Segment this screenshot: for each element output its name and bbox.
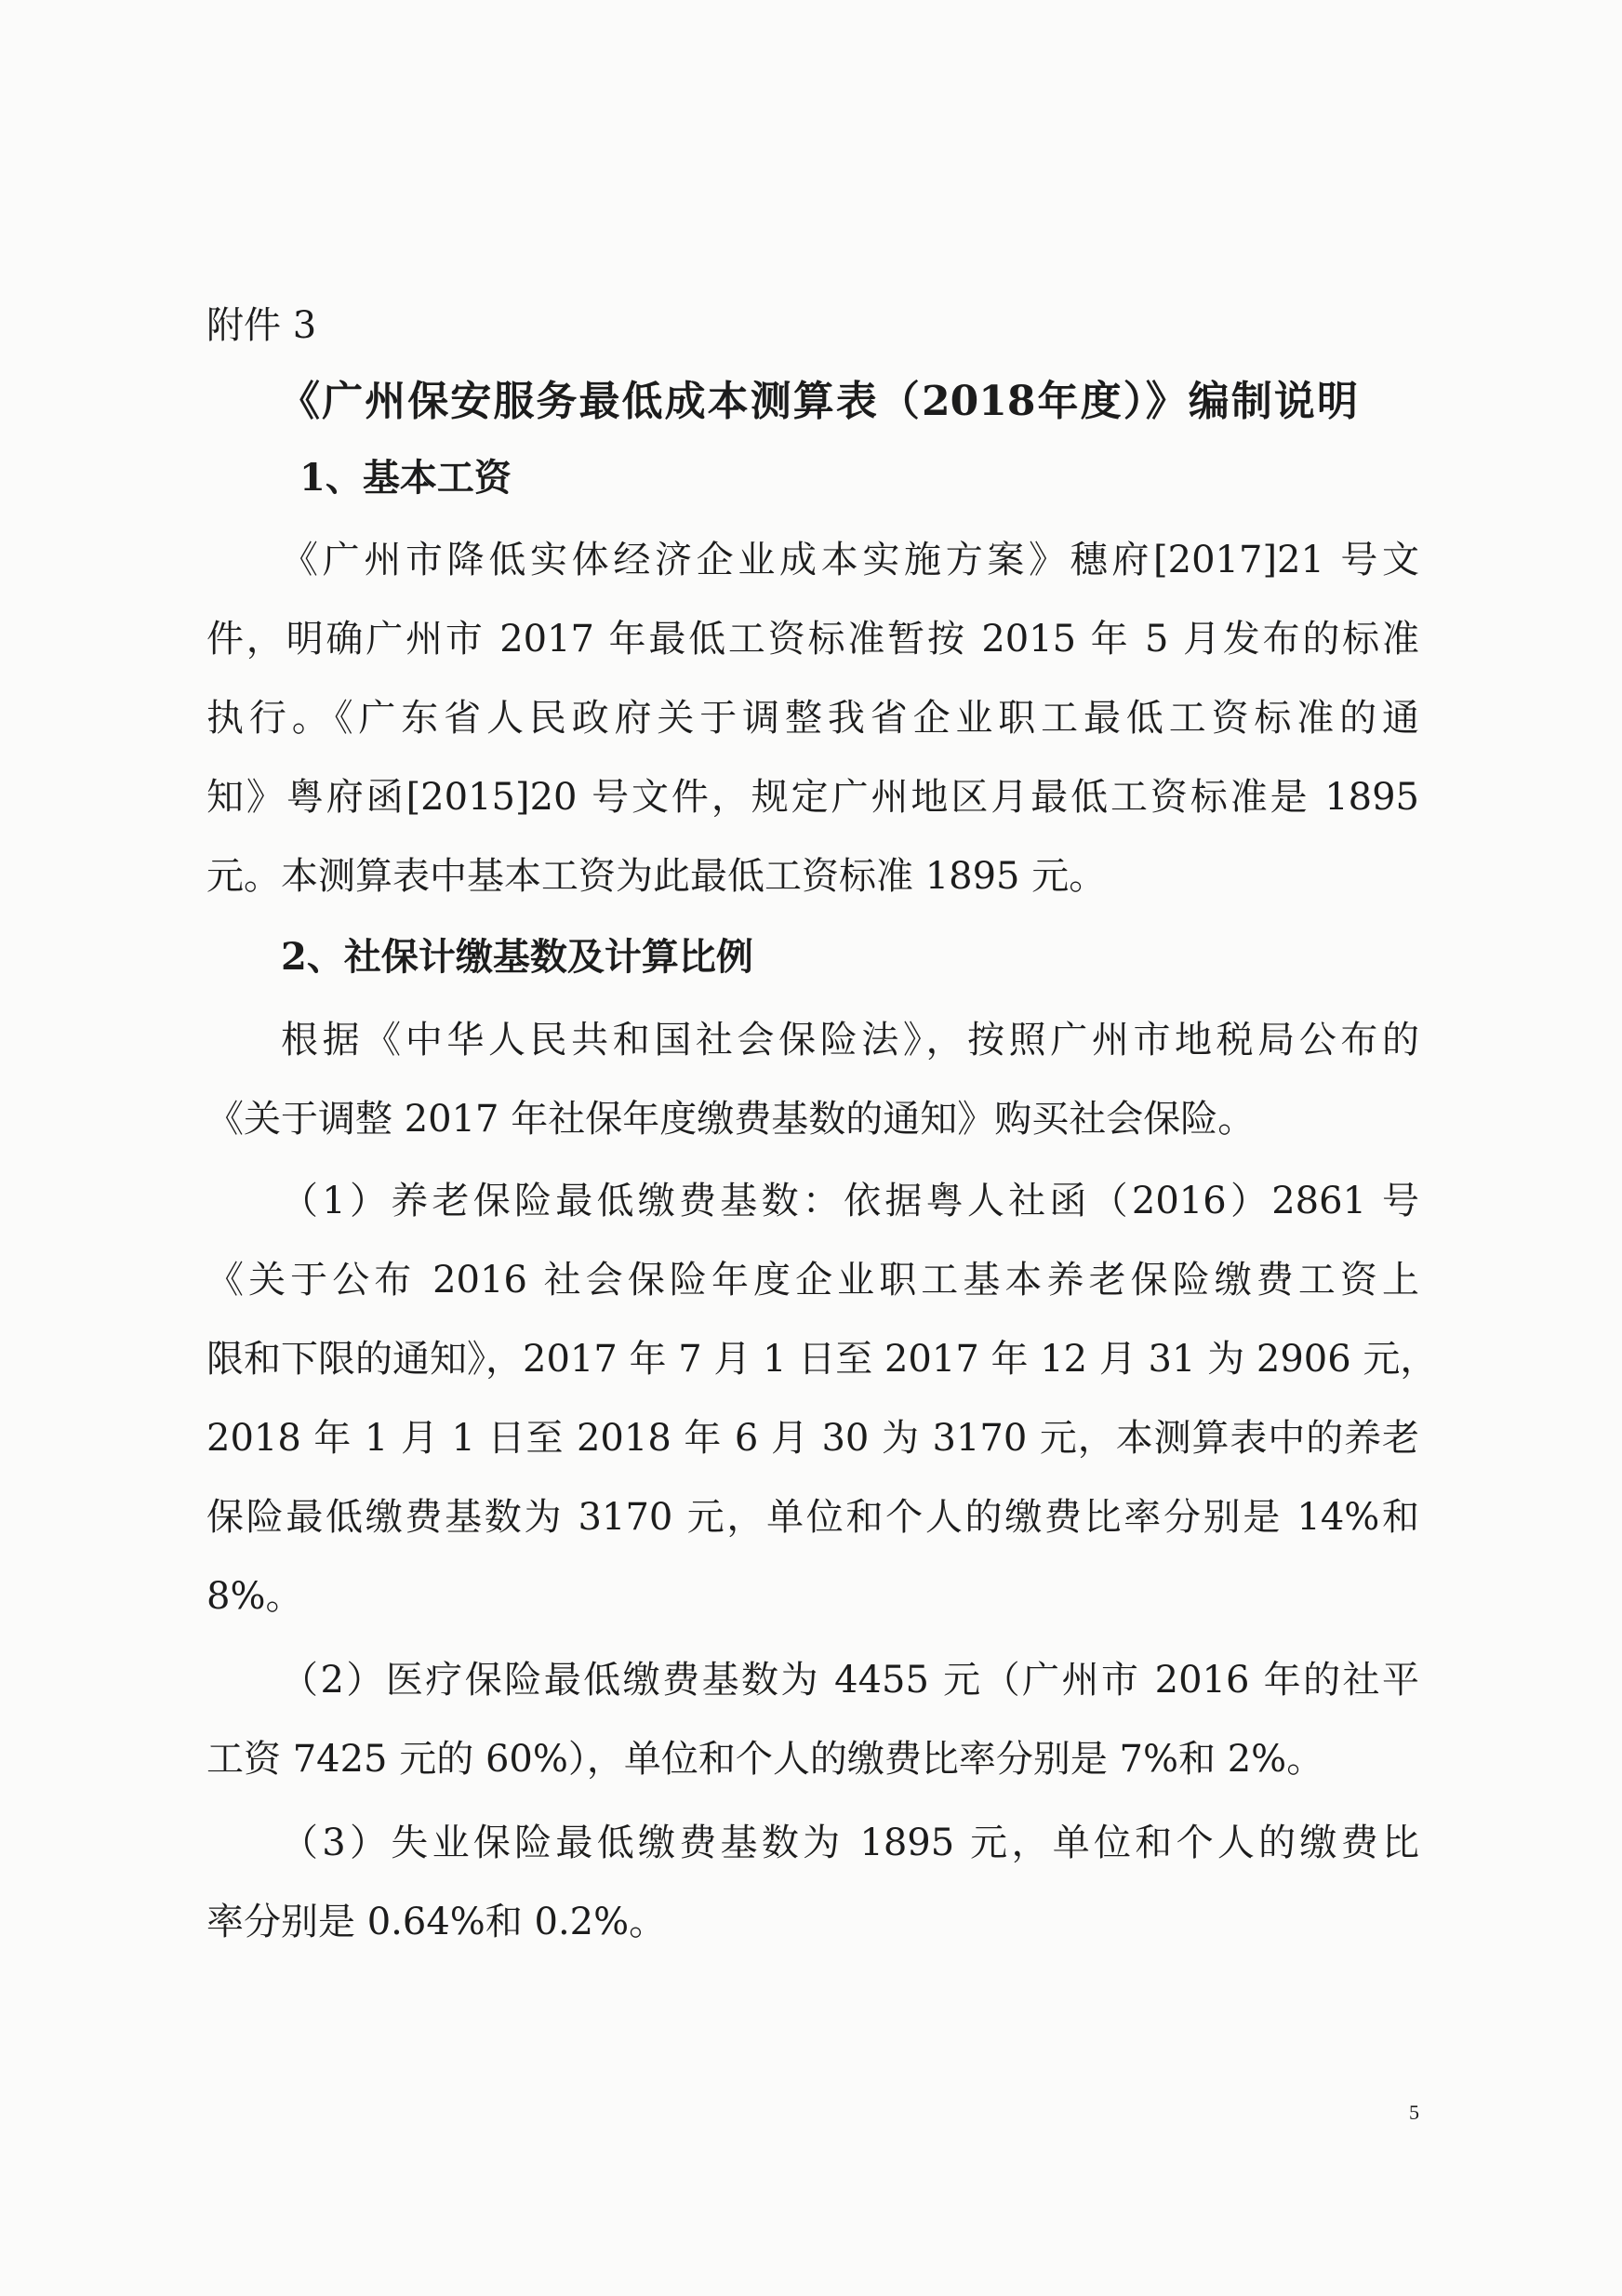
paragraph-line: 保险最低缴费基数为 3170 元，单位和个人的缴费比率分别是 14%和 <box>206 1496 1419 1539</box>
paragraph-line: 元。本测算表中基本工资为此最低工资标准 1895 元。 <box>206 855 1107 898</box>
page-number: 5 <box>1409 2101 1419 2124</box>
paragraph-line: （2）医疗保险最低缴费基数为 4455 元（广州市 2016 年的社平 <box>281 1659 1419 1702</box>
paragraph-line: 《关于调整 2017 年社保年度缴费基数的通知》购买社会保险。 <box>206 1098 1256 1141</box>
document-title: 《广州保安服务最低成本测算表（2018年度）》编制说明 <box>279 378 1358 425</box>
paragraph-line: 根据《中华人民共和国社会保险法》，按照广州市地税局公布的 <box>281 1019 1419 1061</box>
paragraph-line: 2018 年 1 月 1 日至 2018 年 6 月 30 为 3170 元，本测算表中的养老 <box>206 1417 1419 1460</box>
paragraph-line: 工资 7425 元的 60%），单位和个人的缴费比率分别是 7%和 2%。 <box>206 1738 1324 1781</box>
paragraph-line: 件，明确广州市 2017 年最低工资标准暂按 2015 年 5 月发布的标准 <box>206 618 1419 661</box>
paragraph-line: 执行。《广东省人民政府关于调整我省企业职工最低工资标准的通 <box>206 697 1419 740</box>
paragraph-line: （1）养老保险最低缴费基数：依据粤人社函（2016）2861 号 <box>281 1180 1419 1222</box>
section-heading-social-insurance: 2、社保计缴基数及计算比例 <box>281 935 753 979</box>
paragraph-line: 《关于公布 2016 社会保险年度企业职工基本养老保险缴费工资上 <box>206 1259 1419 1302</box>
paragraph-line: 8%。 <box>206 1575 303 1618</box>
section-heading-basic-salary: 1、基本工资 <box>299 456 512 500</box>
paragraph-line: 率分别是 0.64%和 0.2%。 <box>206 1901 667 1943</box>
paragraph-line: （3）失业保险最低缴费基数为 1895 元，单位和个人的缴费比 <box>281 1822 1419 1864</box>
attachment-label: 附件 3 <box>206 304 317 347</box>
paragraph-line: 《广州市降低实体经济企业成本实施方案》穗府[2017]21 号文 <box>281 539 1419 581</box>
paragraph-line: 限和下限的通知》，2017 年 7 月 1 日至 2017 年 12 月 31 为 2906 元， <box>206 1338 1438 1381</box>
paragraph-line: 知》粤府函[2015]20 号文件，规定广州地区月最低工资标准是 1895 <box>206 776 1419 819</box>
